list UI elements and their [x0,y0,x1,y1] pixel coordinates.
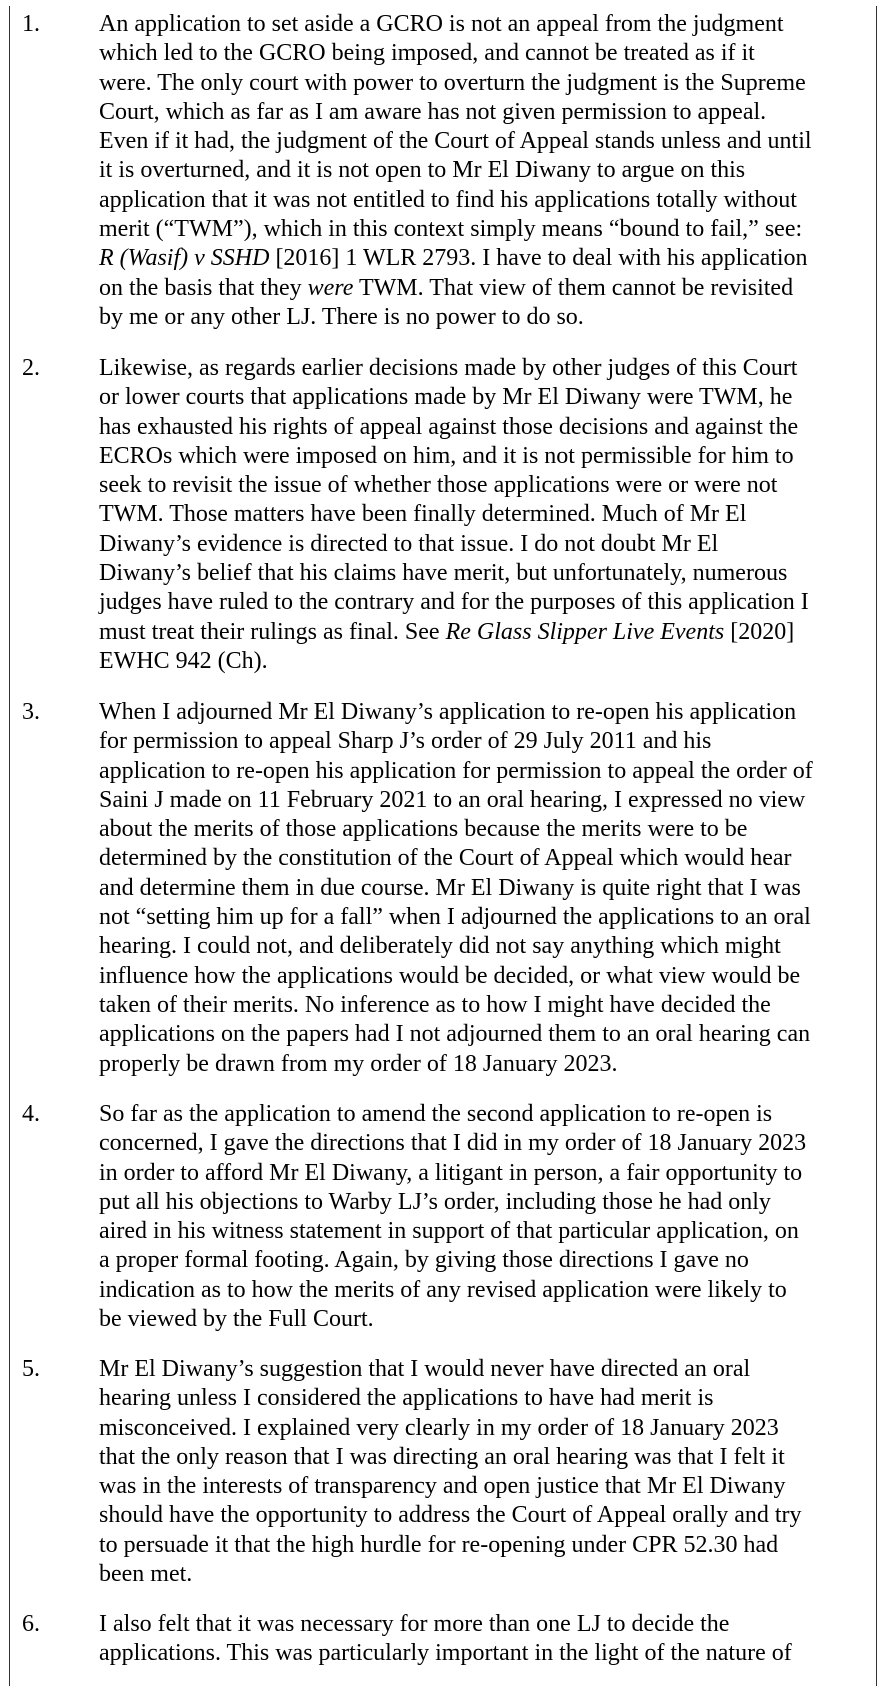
text-line: been met. [99,1561,193,1588]
text-line: TWM. Those matters have been finally determined. Much of Mr El [99,501,747,528]
text-line: concerned, I gave the directions that I did in my order of 18 January 2023 [99,1130,807,1157]
text-line: hearing unless I considered the applications to have had merit is [99,1385,714,1412]
text-line [99,274,869,303]
text-run: [2016] 1 WLR 2793. I have to deal with his application [269,245,808,272]
paragraph-text [99,354,869,676]
text-run: must treat their rulings as final. See [99,618,446,645]
case-citation: Re Glass Slipper Live Events [445,618,725,645]
text-line: be viewed by the Full Court. [99,1306,374,1333]
paragraph-number: 6. [22,1611,40,1637]
text-line: influence how the applications would be decided, or what view would be [99,962,801,989]
text-line: applications. This was particularly important in the light of the nature of [99,1640,792,1667]
text-line: misconceived. I explained very clearly in my order of 18 January 2023 [99,1414,779,1441]
text-line: application that it was not entitled to find his applications totally without [99,186,797,213]
text-run: on the basis that they [99,274,308,301]
paragraph-text [99,1100,869,1334]
text-line: Diwany’s belief that his claims have merit, but unfortunately, numerous [99,560,788,587]
paragraph-text [99,1610,869,1669]
text-line: for permission to appeal Sharp J’s order of 29 July 2011 and his [99,728,712,755]
text-line [99,244,869,273]
text-line: in order to afford Mr El Diwany, a litigant in person, a fair opportunity to [99,1159,803,1186]
text-run: [2020] [724,618,795,645]
text-line: applications on the papers had I not adjourned them to an oral hearing can [99,1021,811,1048]
text-line: put all his objections to Warby LJ’s order, including those he had only [99,1188,771,1215]
text-line: were. The only court with power to overturn the judgment is the Supreme [99,69,806,96]
text-line: aired in his witness statement in support of that particular application, on [99,1218,799,1245]
text-line: should have the opportunity to address the Court of Appeal orally and try [99,1502,802,1529]
text-line: it is overturned, and it is not open to Mr El Diwany to argue on this [99,157,746,184]
text-line [99,618,869,647]
paragraph-number: 4. [22,1101,40,1127]
text-line: to persuade it that the high hurdle for re-opening under CPR 52.30 had [99,1531,779,1558]
text-line: Diwany’s evidence is directed to that issue. I do not doubt Mr El [99,530,719,557]
emphasis: were [307,274,354,301]
text-line: hearing. I could not, and deliberately did not say anything which might [99,933,781,960]
text-line: taken of their merits. No inference as to how I might have decided the [99,991,771,1018]
text-line: about the merits of those applications because the merits were to be [99,816,748,843]
text-line: When I adjourned Mr El Diwany’s application to re-open his application [99,699,797,725]
text-line: application to re-open his application for permission to appeal the order of [99,757,813,784]
right-margin-rule [876,6,877,1686]
text-line: I also felt that it was necessary for more than one LJ to decide the [99,1611,730,1637]
paragraph-number: 2. [22,355,40,381]
paragraph-text [99,10,869,332]
text-line: that the only reason that I was directing an oral hearing was that I felt it [99,1443,785,1470]
text-line: merit (“TWM”), which in this context simply means “bound to fail,” see: [99,216,803,243]
text-line: determined by the constitution of the Court of Appeal which would hear [99,845,792,872]
text-line: Even if it had, the judgment of the Court of Appeal stands unless and until [99,128,812,155]
text-line: a proper formal footing. Again, by giving those directions I gave no [99,1247,749,1274]
text-line: seek to revisit the issue of whether those applications were or were not [99,472,778,499]
paragraph-text [99,698,869,1079]
case-citation: R (Wasif) v SSHD [99,245,270,272]
paragraph-text [99,1355,869,1589]
text-line: Saini J made on 11 February 2021 to an oral hearing, I expressed no view [99,786,806,813]
text-line: was in the interests of transparency and open justice that Mr El Diwany [99,1473,786,1500]
text-line: or lower courts that applications made by Mr El Diwany were TWM, he [99,384,793,411]
paragraph-number: 3. [22,699,40,725]
text-line: and determine them in due course. Mr El Diwany is quite right that I was [99,874,801,901]
text-line: judges have ruled to the contrary and for the purposes of this application I [99,589,809,616]
text-line: An application to set aside a GCRO is not an appeal from the judgment [99,11,784,37]
text-line: indication as to how the merits of any revised application were likely to [99,1276,787,1303]
text-line: Likewise, as regards earlier decisions made by other judges of this Court [99,355,798,381]
text-line: by me or any other LJ. There is no power to do so. [99,303,584,330]
text-line: has exhausted his rights of appeal against those decisions and against the [99,413,799,440]
text-run: TWM. That view of them cannot be revisited [353,274,794,301]
left-margin-rule [9,6,10,1686]
text-line: So far as the application to amend the second application to re-open is [99,1101,773,1127]
text-line: Court, which as far as I am aware has not given permission to appeal. [99,98,767,125]
text-line: EWHC 942 (Ch). [99,647,268,674]
text-line: not “setting him up for a fall” when I adjourned the applications to an oral [99,904,811,931]
paragraph-number: 5. [22,1356,40,1382]
paragraph-number: 1. [22,11,40,37]
text-line: which led to the GCRO being imposed, and cannot be treated as if it [99,40,755,67]
text-line: ECROs which were imposed on him, and it is not permissible for him to [99,442,794,469]
text-line: properly be drawn from my order of 18 January 2023. [99,1050,618,1077]
text-line: Mr El Diwany’s suggestion that I would never have directed an oral [99,1356,751,1382]
